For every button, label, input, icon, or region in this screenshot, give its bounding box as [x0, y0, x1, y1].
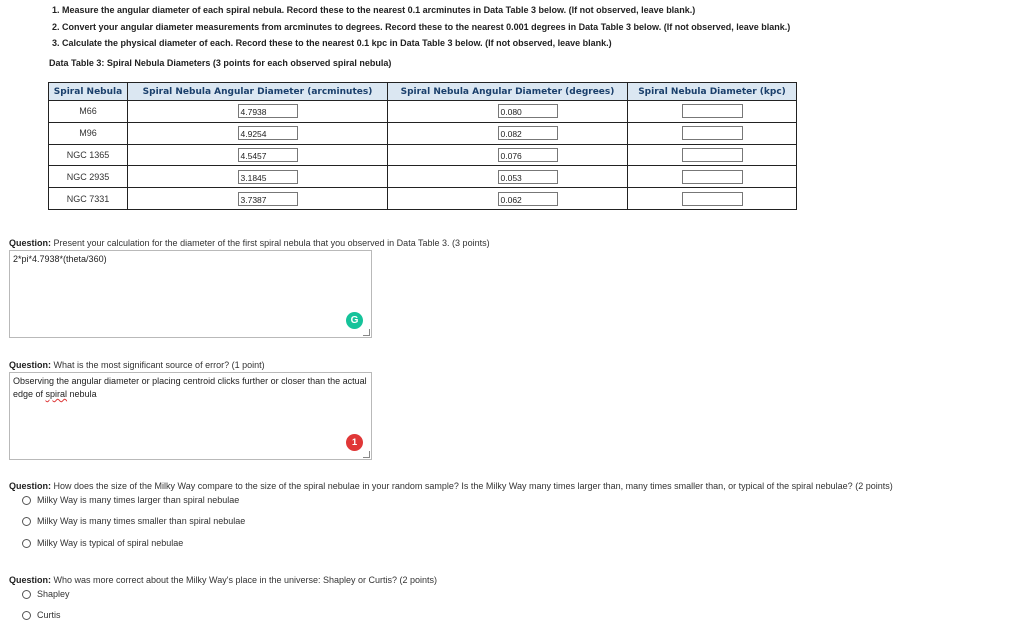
kpc-input[interactable]: [682, 148, 743, 162]
radio-option-curtis[interactable]: [22, 610, 61, 620]
radio-option-shapley[interactable]: [22, 589, 70, 599]
kpc-input[interactable]: [682, 170, 743, 184]
radio-option-larger[interactable]: [22, 495, 239, 505]
question-prefix: Question:: [9, 238, 51, 248]
radio-button-icon[interactable]: [22, 517, 31, 526]
kpc-cell: [628, 101, 797, 123]
arcmin-cell: [128, 188, 388, 210]
header-diameter-kpc: Spiral Nebula Diameter (kpc): [628, 83, 797, 101]
question-prefix: Question:: [9, 575, 51, 585]
radio-option-smaller[interactable]: [22, 516, 245, 526]
table-header-row: [49, 83, 797, 101]
radio-button-icon[interactable]: [22, 590, 31, 599]
arcmin-input[interactable]: 3.7387: [238, 192, 298, 206]
option-label: Curtis: [37, 610, 61, 620]
degrees-input[interactable]: 0.076: [498, 148, 558, 162]
radio-option-typical[interactable]: [22, 538, 183, 548]
table-row: [49, 101, 797, 123]
nebula-name: NGC 1365: [49, 144, 128, 166]
radio-button-icon[interactable]: [22, 539, 31, 548]
kpc-input[interactable]: [682, 192, 743, 206]
degrees-input[interactable]: 0.062: [498, 192, 558, 206]
arcmin-input[interactable]: 4.5457: [238, 148, 298, 162]
header-angular-degrees: Spiral Nebula Angular Diameter (degrees): [388, 83, 628, 101]
question-text: Who was more correct about the Milky Way's place in the universe: Shapley or Curtis? (2 points): [51, 575, 438, 585]
degrees-input[interactable]: 0.082: [498, 126, 558, 140]
radio-button-icon[interactable]: [22, 611, 31, 620]
error-answer-part2: nebula: [67, 389, 97, 399]
table-row: [49, 122, 797, 144]
question-prefix: Question:: [9, 360, 51, 370]
nebula-name: M96: [49, 122, 128, 144]
resize-handle-icon[interactable]: [363, 451, 370, 458]
header-angular-arcmin: Spiral Nebula Angular Diameter (arcminutes): [128, 83, 388, 101]
degrees-cell: [388, 101, 628, 123]
table-title: Data Table 3: Spiral Nebula Diameters (3 points for each observed spiral nebula): [49, 58, 392, 68]
kpc-input[interactable]: [682, 126, 743, 140]
error-source-textarea[interactable]: [9, 372, 372, 460]
degrees-cell: [388, 188, 628, 210]
misspelled-word: spiral: [45, 389, 68, 399]
nebula-name: NGC 7331: [49, 188, 128, 210]
calculation-answer-text: 2*pi*4.7938*(theta/360): [13, 254, 107, 264]
degrees-cell: [388, 122, 628, 144]
nebula-name: NGC 2935: [49, 166, 128, 188]
table-row: [49, 144, 797, 166]
error-answer-part1: Observing the angular diameter or placing centroid clicks further or closer than the actual edge of: [13, 376, 367, 399]
grammar-error-count-icon[interactable]: 1: [346, 434, 363, 451]
question-text: What is the most significant source of error? (1 point): [51, 360, 265, 370]
option-label: Milky Way is many times larger than spiral nebulae: [37, 495, 240, 505]
instruction-3: 3. Calculate the physical diameter of each. Record these to the nearest 0.1 kpc in Data Table 3 below. (If not observed, leave blank.): [52, 38, 612, 48]
option-label: Milky Way is typical of spiral nebulae: [37, 538, 184, 548]
instructions: [52, 2, 790, 52]
arcmin-input[interactable]: 4.9254: [238, 126, 298, 140]
instruction-2: 2. Convert your angular diameter measurements from arcminutes to degrees. Record these to the nearest 0.001 degrees in Data Table 3 below. (If not observed, leave blank.): [52, 21, 791, 32]
question-3-label: [9, 481, 893, 491]
resize-handle-icon[interactable]: [363, 329, 370, 336]
data-table-3: [48, 82, 797, 210]
degrees-cell: [388, 144, 628, 166]
degrees-input[interactable]: 0.053: [498, 170, 558, 184]
arcmin-cell: [128, 166, 388, 188]
table-row: [49, 188, 797, 210]
arcmin-cell: [128, 144, 388, 166]
option-label: Shapley: [37, 589, 70, 599]
question-prefix: Question:: [9, 481, 51, 491]
degrees-input[interactable]: 0.080: [498, 104, 558, 118]
instruction-1: 1. Measure the angular diameter of each spiral nebula. Record these to the nearest 0.1 arcminutes in Data Table 3 below. (If not observed, leave blank.): [52, 5, 696, 15]
arcmin-input[interactable]: 4.7938: [238, 104, 298, 118]
question-text: Present your calculation for the diameter of the first spiral nebula that you observed in Data Table 3. (3 points): [51, 238, 490, 248]
arcmin-input[interactable]: 3.1845: [238, 170, 298, 184]
question-1-label: [9, 238, 490, 248]
header-spiral-nebula: Spiral Nebula: [49, 83, 128, 101]
table-row: [49, 166, 797, 188]
kpc-cell: [628, 122, 797, 144]
kpc-cell: [628, 166, 797, 188]
option-label: Milky Way is many times smaller than spiral nebulae: [37, 516, 246, 526]
question-2-label: [9, 360, 265, 370]
kpc-input[interactable]: [682, 104, 743, 118]
kpc-cell: [628, 188, 797, 210]
question-4-label: [9, 575, 437, 585]
degrees-cell: [388, 166, 628, 188]
arcmin-cell: [128, 122, 388, 144]
grammar-g-icon[interactable]: G: [346, 312, 363, 329]
arcmin-cell: [128, 101, 388, 123]
calculation-answer-textarea[interactable]: [9, 250, 372, 338]
question-text: How does the size of the Milky Way compare to the size of the spiral nebulae in your random sample? Is the Milky Way many times larger than, many times smaller than, or typical of the spiral nebulae? (2 points): [51, 481, 893, 491]
nebula-name: M66: [49, 101, 128, 123]
kpc-cell: [628, 144, 797, 166]
radio-button-icon[interactable]: [22, 496, 31, 505]
